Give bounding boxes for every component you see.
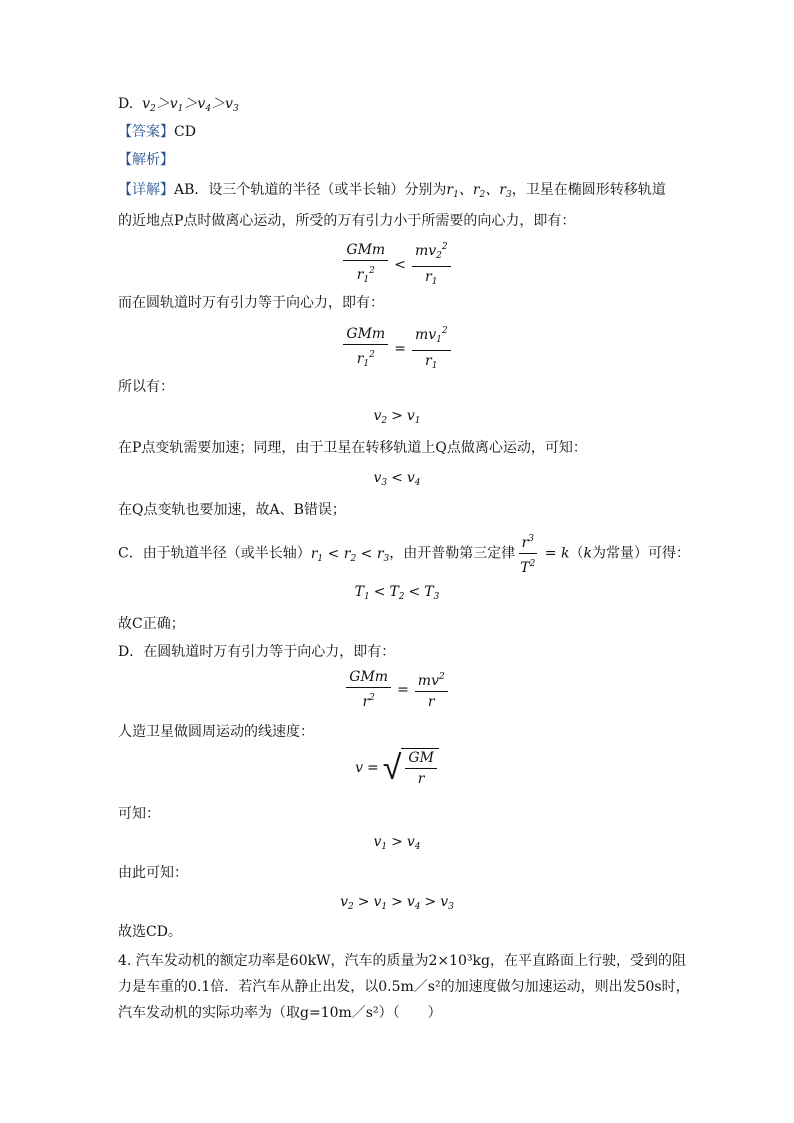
equation-9: $v_2 > v_1 > v_4 > v_3$ bbox=[340, 894, 454, 912]
detail-text-1: AB．设三个轨道的半径（或半长轴）分别为 bbox=[174, 182, 447, 198]
detail-line-9: D．在圆轨道时万有引力等于向心力，即有： bbox=[118, 644, 396, 660]
option-d-label: D. bbox=[118, 96, 134, 112]
equation-4: $v_3 < v_4$ bbox=[373, 470, 421, 488]
detail-line-8: 故C正确； bbox=[118, 616, 185, 632]
detail-line-2: 的近地点P点时做离心运动，所受的万有引力小于所需要的向心力，即有： bbox=[118, 213, 576, 229]
question-4-line-2: 力是车重的0.1倍．若汽车从静止出发，以0.5m／s²的加速度做匀加速运动，则出发50s时， bbox=[118, 979, 690, 995]
option-d bbox=[118, 94, 239, 119]
detail-line-11: 可知： bbox=[118, 806, 160, 822]
detail-tag: 【详解】 bbox=[118, 182, 174, 198]
detail-line-5: 在P点变轨需要加速；同理，由于卫星在转移轨道上Q点做离心运动，可知： bbox=[118, 440, 587, 456]
detail-line-1 bbox=[118, 180, 666, 205]
equation-7: v = √ $\frac{GM}{r}$ bbox=[0, 748, 794, 788]
equation-6: $\frac{\text{GMm}}{r^2}$ = $\frac{mv^2}{r}$ bbox=[0, 668, 794, 711]
detail-line-3: 而在圆轨道时万有引力等于向心力，即有： bbox=[118, 295, 384, 311]
detail-line-6: 在Q点变轨也要加速，故A、B错误； bbox=[118, 502, 346, 518]
equation-2: $\frac{\text{GMm}}{r_1^2}$ = $\frac{mv_1^2}{r_1}$ bbox=[0, 322, 794, 375]
answer-value: CD bbox=[174, 124, 196, 140]
question-4-line-1: 4. 汽车发动机的额定功率是60kW，汽车的质量为2×10³kg，在平直路面上行驶，受到的阻 bbox=[118, 953, 687, 969]
detail-line-10: 人造卫星做圆周运动的线速度： bbox=[118, 724, 314, 740]
detail-line-12: 由此可知： bbox=[118, 865, 188, 881]
equation-1: $\frac{\text{GMm}}{r_1^2}$ < $\frac{mv_2^2}{r_1}$ bbox=[0, 238, 794, 291]
equation-5: $T_1 < T_2 < T_3$ bbox=[354, 584, 440, 602]
radii-symbols: $r_1$、$r_2$、$r_3$ bbox=[446, 182, 512, 200]
answer-line bbox=[118, 122, 196, 142]
option-d-chain: $v_2>v_1>v_4>v_3$ bbox=[137, 96, 239, 114]
detail-line-13: 故选CD。 bbox=[118, 924, 182, 940]
detail-line-4: 所以有： bbox=[118, 379, 174, 395]
radii-inequality: $r_1 < r_2 < r_3$ bbox=[310, 545, 390, 564]
equation-3: $v_2 > v_1$ bbox=[373, 408, 421, 426]
question-4-line-3: 汽车发动机的实际功率为（取g=10m／s²）（ ） bbox=[118, 1005, 442, 1021]
kepler-fraction: $\frac{r^3}{T^2}$ bbox=[517, 530, 538, 577]
detail-line-7: C．由于轨道半径（或半长轴）$r_1 < r_2 < r_3$，由开普勒第三定律 $\frac{r^3}{T^2}$ = k（k为常量）可得： bbox=[118, 530, 690, 581]
detail-text-1-end: ，卫星在椭圆形转移轨道 bbox=[511, 182, 666, 198]
equation-8: $v_1 > v_4$ bbox=[373, 834, 421, 852]
analysis-tag: 【解析】 bbox=[118, 152, 174, 168]
answer-tag: 【答案】 bbox=[118, 124, 174, 140]
